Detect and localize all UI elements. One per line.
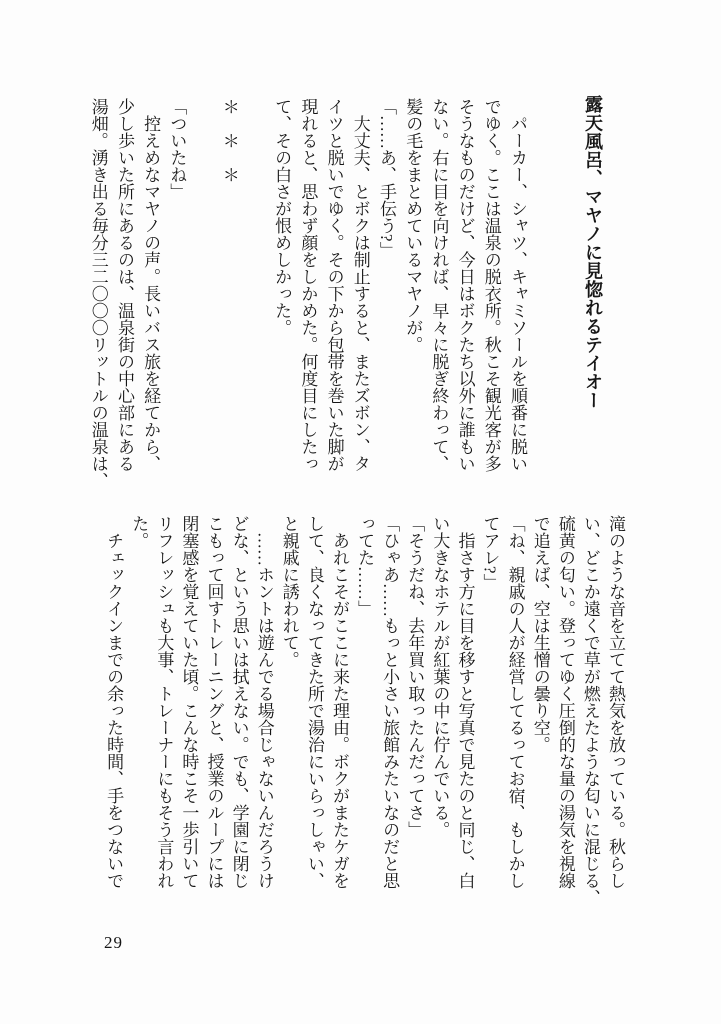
text-line: 「……あ、手伝う?」 xyxy=(376,98,396,259)
text-line: た。 xyxy=(129,515,149,549)
text-line: 現れると、思わず顔をしかめた。何度目にしたっ xyxy=(298,98,318,472)
text-line: で追えば、空は生憎の曇り空。 xyxy=(530,515,550,753)
text-line xyxy=(189,98,215,478)
text-line: ＊ ＊ ＊ xyxy=(219,98,239,183)
text-line: 湯畑。湧き出る毎分三二〇〇〇リットルの温泉は、 xyxy=(88,98,108,489)
text-line: て、その白さが恨めしかった。 xyxy=(272,98,292,336)
text-line: ない。右に目を向ければ、早々に脱ぎ終わって、 xyxy=(429,98,449,472)
text-line: どな、という思いは拭えない。でも、学園に閉じ xyxy=(229,515,249,889)
text-line: 「ね、親戚の人が経営してるってお宿、もしかし xyxy=(505,515,525,889)
text-line: い、どこか遠くで草が燃えたような匂いに混じる、 xyxy=(580,515,600,906)
upper-text-block xyxy=(83,98,530,489)
text-line: でゆく。ここは温泉の脱衣所。秋こそ観光客が多 xyxy=(481,98,501,472)
text-line: 控えめなマヤノの声。長いバス旅を経てから、 xyxy=(141,98,161,472)
text-line: と親戚に誘われて。 xyxy=(279,515,299,668)
text-line xyxy=(242,98,268,478)
text-line: あれこそがここに来た理由。ボクがまたケガを xyxy=(329,515,349,889)
text-line: 少し歩いた所にあるのは、温泉街の中心部にある xyxy=(114,98,134,472)
text-line: イツと脱いでゆく。その下から包帯を巻いた脚が xyxy=(324,98,344,472)
text-line: い大きなホテルが紅葉の中に佇んでいる。 xyxy=(430,515,450,838)
text-line: パーカー、シャツ、キャミソールを順番に脱い xyxy=(508,98,527,472)
text-line: 滝のような音を立てて熱気を放っている。秋らし xyxy=(606,515,625,889)
page-title: 露天風呂、マヤノに見惚れるテイオー xyxy=(583,95,603,410)
text-line: チェックインまでの余った時間、手をつないで xyxy=(104,515,124,889)
text-line: 「ついたね」 xyxy=(167,98,187,200)
text-line: そうなものだけど、今日はボクたち以外に誰もい xyxy=(455,98,475,472)
text-line: して、良くなってきた所で湯治にいらっしゃい、 xyxy=(304,515,324,889)
text-line: ……ホントは遊んでる場合じゃないんだろうけ xyxy=(254,515,274,889)
text-line: リフレッシュも大事、トレーナーにもそう言われ xyxy=(154,515,174,889)
text-line: てアレ?」 xyxy=(480,515,500,591)
text-line: 「ひゃあ……もっと小さい旅館みたいなのだと思 xyxy=(380,515,400,889)
text-line: 髪の毛をまとめているマヤノが。 xyxy=(403,98,423,353)
text-line: 大丈夫、とボクは制止すると、またズボン、タ xyxy=(350,98,370,472)
text-line: ってた……」 xyxy=(355,515,375,617)
text-line: 硫黄の匂い。登ってゆく圧倒的な量の湯気を視線 xyxy=(555,515,575,889)
text-line: 「そうだね、去年買い取ったんだってさ」 xyxy=(405,515,425,838)
lower-text-block xyxy=(100,515,628,906)
text-line: 閉塞感を覚えていた頃。こんな時こそ一歩引いて xyxy=(179,515,199,889)
text-line: 指さす方に目を移すと写真で見たのと同じ、白 xyxy=(455,515,475,889)
page-number: 29 xyxy=(104,933,123,952)
text-line: こもって回すトレーニングと、授業のループには xyxy=(204,515,224,889)
